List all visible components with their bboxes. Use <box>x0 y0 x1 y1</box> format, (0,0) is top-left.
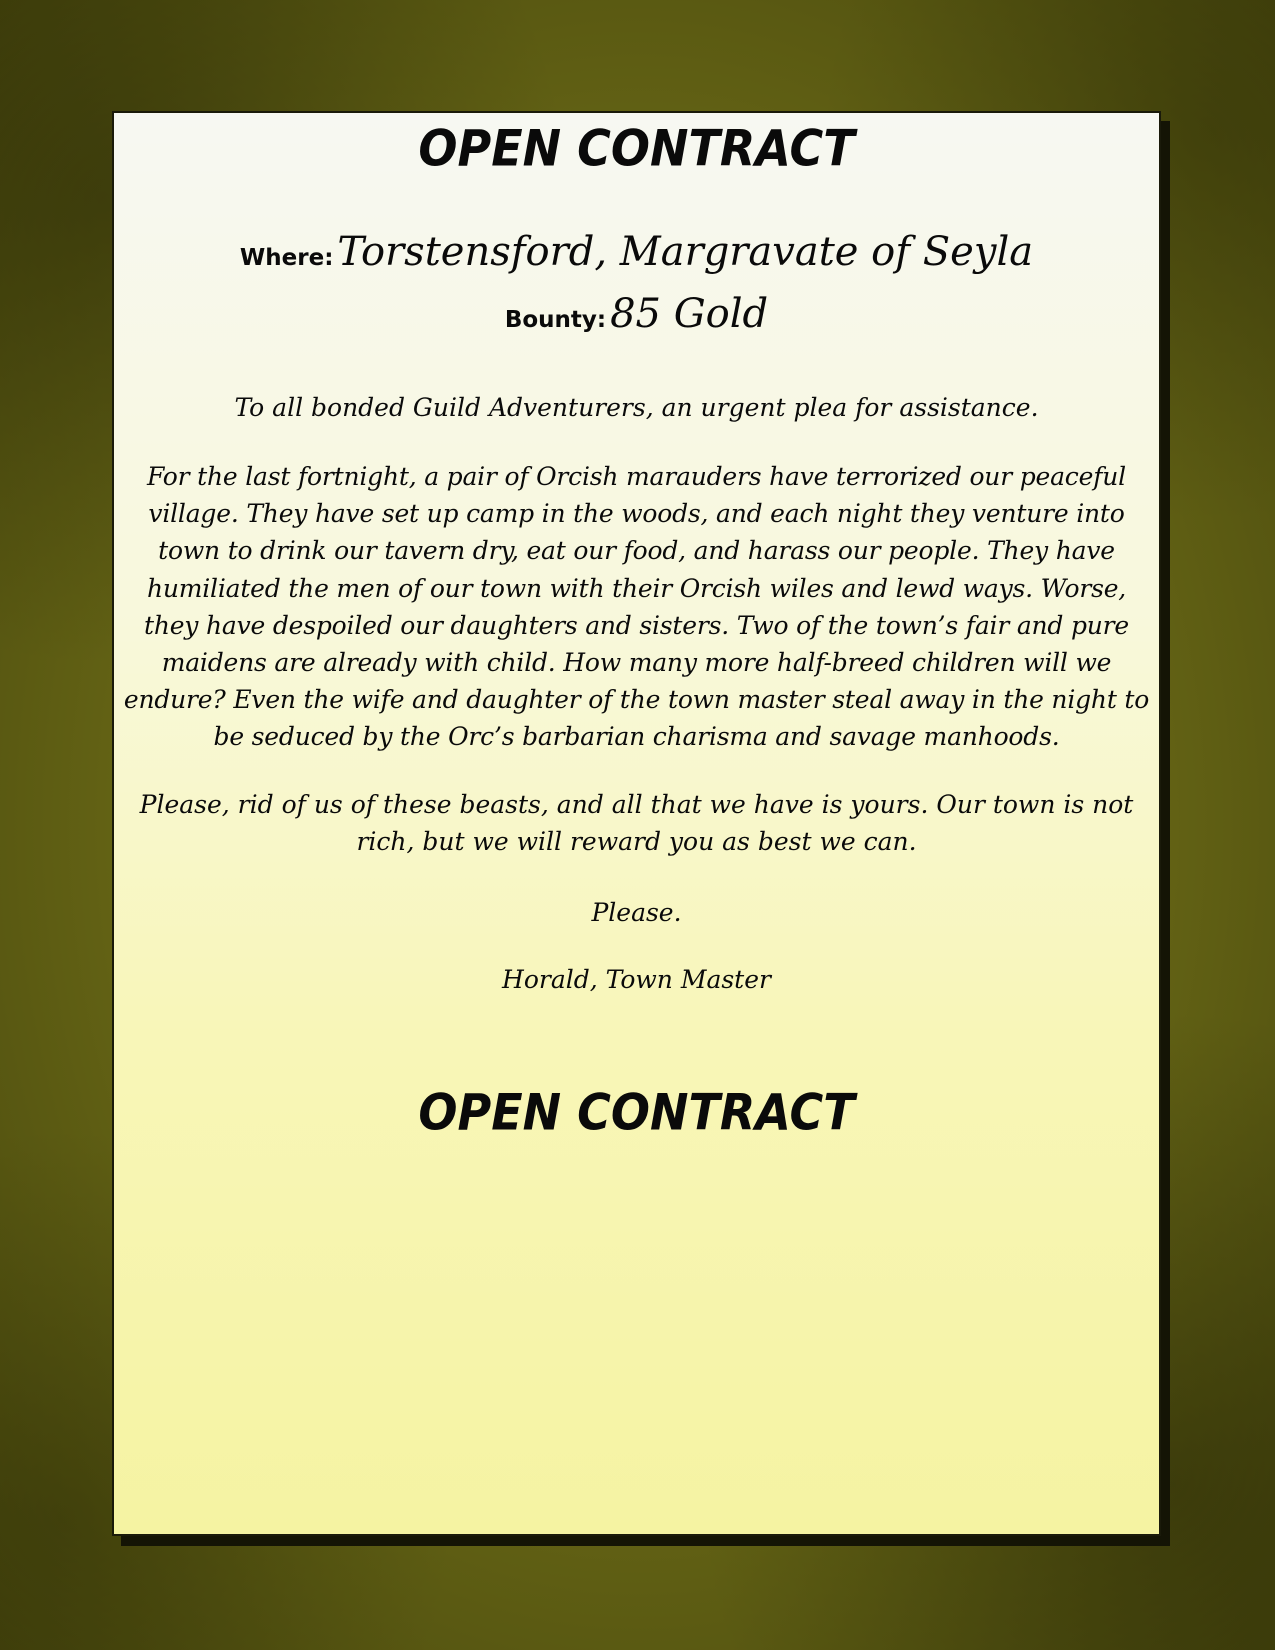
bounty-value: 85 Gold <box>610 291 769 337</box>
contract-title-top: OPEN CONTRACT <box>418 118 855 178</box>
body-paragraph: For the last fortnight, a pair of Orcish marauders have terrorized our peaceful village. They have set up camp in the woods, and each night they venture into town to drink our tavern dry, eat our food, and harass our people. They have humiliated the men of our town with their Orcish wiles and lewd ways. Worse, they have despoiled our daughters and sisters. Two of the town’s fair and pure maidens are already with child. How many more half-breed children will we endure? Even the wife and daughter of the town master steal away in the night to be seduced by the Orc’s barbarian charisma and savage manhoods. <box>123 462 1150 752</box>
where-line <box>114 229 1159 275</box>
bounty-line <box>114 291 1159 337</box>
signature: Horald, Town Master <box>502 965 771 994</box>
contract-title-bottom: OPEN CONTRACT <box>418 1082 855 1142</box>
greeting-text: To all bonded Guild Adventurers, an urgent plea for assistance. <box>234 393 1039 422</box>
contract-sheet <box>112 111 1161 1536</box>
plea-paragraph: Please, rid of us of these beasts, and all that we have is yours. Our town is not rich, but we will reward you as best we can. <box>139 790 1134 856</box>
where-label: Where: <box>239 245 334 271</box>
where-value: Torstensford, Margravate of Seyla <box>337 229 1034 275</box>
bounty-label: Bounty: <box>504 307 607 333</box>
please-text: Please. <box>591 898 682 927</box>
